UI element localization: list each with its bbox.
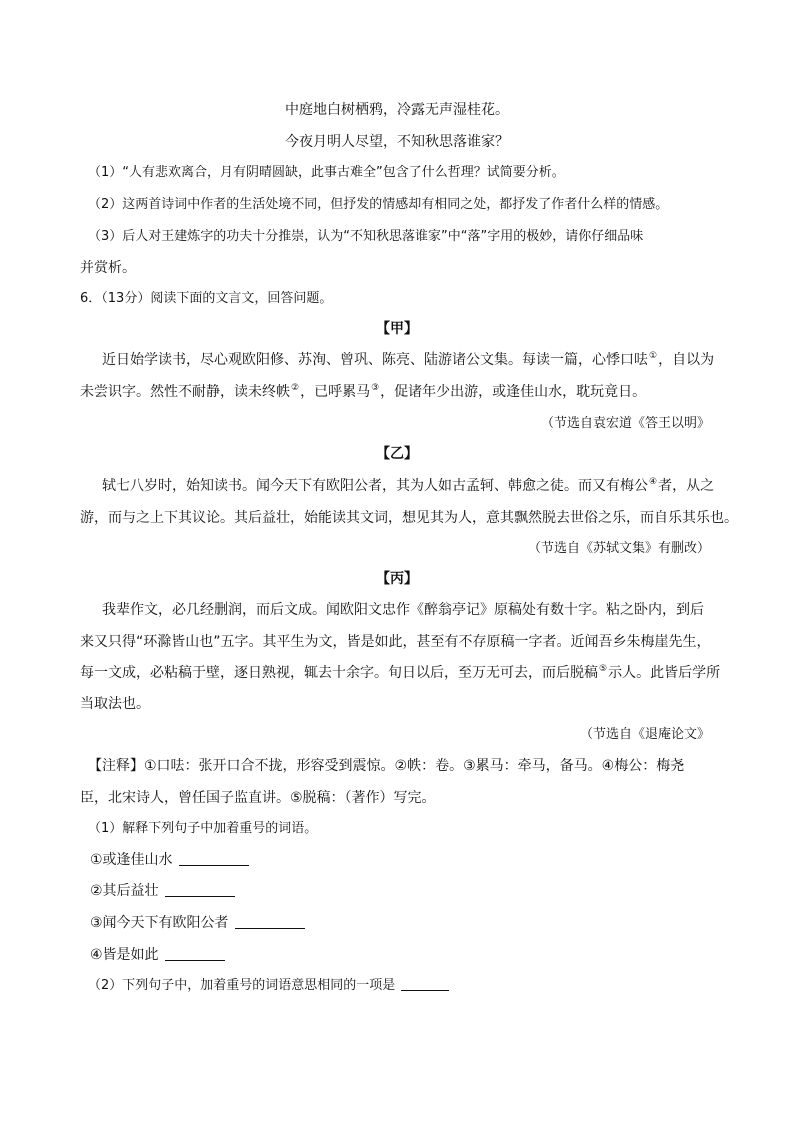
note-marker-5: ⑤ xyxy=(599,664,608,674)
passage-yi-source: （节选自《苏轼文集》有删改） xyxy=(527,541,710,556)
q5-sub1: （1）“人有悲欢离合，月有阴晴圆缺，此事古难全”包含了什么哲理？试简要分析。 xyxy=(88,165,565,180)
passage-bing-title: 【丙】 xyxy=(376,571,418,587)
passage-yi-line1: 轼七八岁时，始知读书。闻今天下有欧阳公者，其为人如古孟轲、韩愈之徒。而又有梅公④者，从之 xyxy=(102,477,715,494)
poem-line-2: 今夜月明人尽望，不知秋思落谁家？ xyxy=(285,134,509,150)
q6-sub1-item-4: ④皆是如此 xyxy=(90,945,225,965)
answer-blank-3[interactable] xyxy=(235,914,305,929)
passage-bing-line2: 来又只得“环滁皆山也”五字。其平生为文，皆是如此，甚至有不存原稿一字者。近闻吾乡朱梅崖先生， xyxy=(80,634,711,650)
passage-jia-line1: 近日始学读书，尽心观欧阳修、苏洵、曾巩、陈亮、陆游诸公文集。每读一篇，心悸口呿①，自以为 xyxy=(102,351,715,368)
passage-bing-line4: 当取法也。 xyxy=(80,696,150,712)
answer-blank-2[interactable] xyxy=(165,882,235,897)
q6-sub1-title: （1）解释下列句子中加着重号的词语。 xyxy=(88,821,318,836)
passage-bing-source: （节选自《退庵论文》 xyxy=(579,727,710,742)
passage-jia-title: 【甲】 xyxy=(376,321,418,337)
poem-line-1: 中庭地白树栖鸦，冷露无声湿桂花。 xyxy=(285,102,509,118)
q6-sub2: （2）下列句子中，加着重号的词语意思相同的一项是 xyxy=(88,976,449,996)
q5-sub3-line1: （3）后人对王建炼字的功夫十分推崇，认为“不知秋思落谁家”中“落”字用的极妙，请你仔细品味 xyxy=(88,229,644,244)
q6-sub1-item-3: ③闻今天下有欧阳公者 xyxy=(90,913,305,933)
note-marker-3: ③ xyxy=(371,383,380,393)
passage-yi-line2: 游，而与之上下其议论。其后益壮，始能读其文词，想见其为人，意其飘然脱去世俗之乐，而自乐其乐也。 xyxy=(80,510,738,526)
passage-jia-line2: 未尝识字。然性不耐静，读未终帙②，已呼累马③，促诸年少出游，或逢佳山水，耽玩竟日。 xyxy=(80,383,647,400)
q6-sub1-item-1: ①或逢佳山水 xyxy=(90,850,249,870)
answer-blank-1[interactable] xyxy=(179,851,249,866)
passage-yi-title: 【乙】 xyxy=(376,446,418,462)
annotations-line1: 【注释】①口呿：张开口合不拢，形容受到震惊。②帙：卷。③累马：牵马，备马。④梅公：梅尧 xyxy=(88,758,685,774)
passage-bing-line1: 我辈作文，必几经删润，而后文成。闻欧阳文忠作《醉翁亭记》原稿处有数十字。粘之卧内，到后 xyxy=(102,602,704,618)
annotations-line2: 臣，北宋诗人，曾任国子监直讲。⑤脱稿：（著作）写完。 xyxy=(80,790,436,806)
note-marker-4: ④ xyxy=(649,477,658,487)
q5-sub2: （2）这两首诗词中作者的生活处境不同，但抒发的情感却有相同之处，都抒发了作者什么样的情感。 xyxy=(88,197,669,212)
q5-sub3-line2: 并赏析。 xyxy=(80,260,136,276)
q6-sub1-item-2: ②其后益壮 xyxy=(90,881,235,901)
answer-blank-4[interactable] xyxy=(165,946,225,961)
note-marker-2: ② xyxy=(291,383,300,393)
note-marker-1: ① xyxy=(649,351,658,361)
answer-blank-5[interactable] xyxy=(401,976,449,991)
q6-header: 6．（13分）阅读下面的文言文，回答问题。 xyxy=(80,291,333,306)
passage-jia-source: （节选自袁宏道《答王以明》 xyxy=(540,416,710,431)
passage-bing-line3: 每一文成，必粘稿于壁，逐日熟视，辄去十余字。旬日以后，至万无可去，而后脱稿⑤示人。此皆后学所 xyxy=(80,664,721,681)
